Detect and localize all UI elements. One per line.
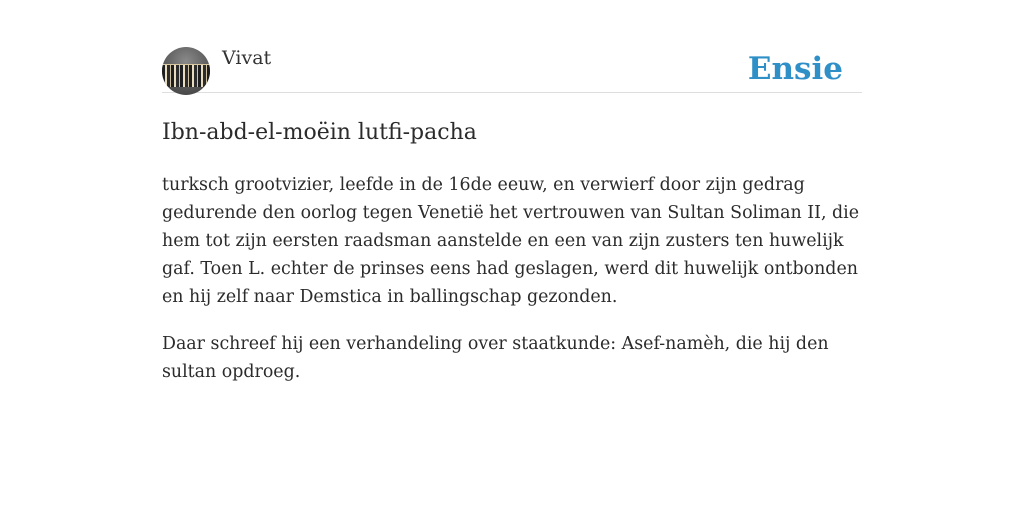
page-title: Ibn-abd-el-moëin lutfi-pacha [162,120,477,145]
books-image [162,65,210,87]
site-logo[interactable]: Ensie [747,51,843,87]
user-avatar[interactable] [162,47,210,95]
author-name[interactable]: Vivat [222,47,272,69]
article-card [162,46,862,386]
article-paragraph: Daar schreef hij een verhandeling over staatkunde: Asef-namèh, die hij den sultan opdroeg. [162,334,829,382]
article-header [162,46,862,93]
article-paragraph: turksch grootvizier, leefde in de 16de eeuw, en verwierf door zijn gedrag gedurende den oorlog tegen Venetië het vertrouwen van Sultan Soliman II, die hem tot zijn eersten raadsman aanstelde en een van zijn zusters ten huwelijk gaf. Toen L. echter de prinses eens had geslagen, werd dit huwelijk ontbonden en hij zelf naar Demstica in ballingschap gezonden. [162,175,860,307]
